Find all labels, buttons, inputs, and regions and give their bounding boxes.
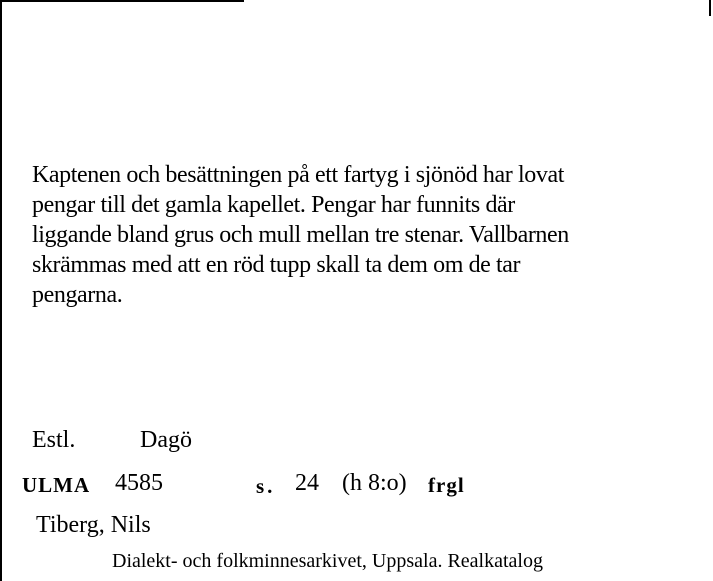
card-left-edge <box>0 0 2 581</box>
place-label: Dagö <box>140 427 192 453</box>
text-line: Kaptenen och besättningen på ett fartyg i sjönöd har lovat <box>32 162 564 188</box>
page-prefix: s. <box>256 474 276 498</box>
text-line: skrämmas med att en röd tupp skall ta dem om de tar <box>32 252 521 278</box>
category-code: frgl <box>428 473 465 497</box>
format-reference: (h 8:o) <box>342 470 407 496</box>
region-label: Estl. <box>32 427 76 453</box>
card-right-edge-mark <box>709 0 711 16</box>
archive-number: 4585 <box>115 470 163 496</box>
card-top-edge <box>0 0 244 2</box>
text-line: liggande bland grus och mull mellan tre stenar. Vallbarnen <box>32 222 569 248</box>
text-line: pengarna. <box>32 282 123 308</box>
text-line: pengar till det gamla kapellet. Pengar har funnits där <box>32 192 515 218</box>
collector-name: Tiberg, Nils <box>36 512 151 538</box>
card-body-text <box>32 160 692 310</box>
page-number: 24 <box>295 470 319 496</box>
archive-code: ULMA <box>22 473 91 497</box>
archive-footer: Dialekt- och folkminnesarkivet, Uppsala. Realkatalog <box>112 550 543 572</box>
